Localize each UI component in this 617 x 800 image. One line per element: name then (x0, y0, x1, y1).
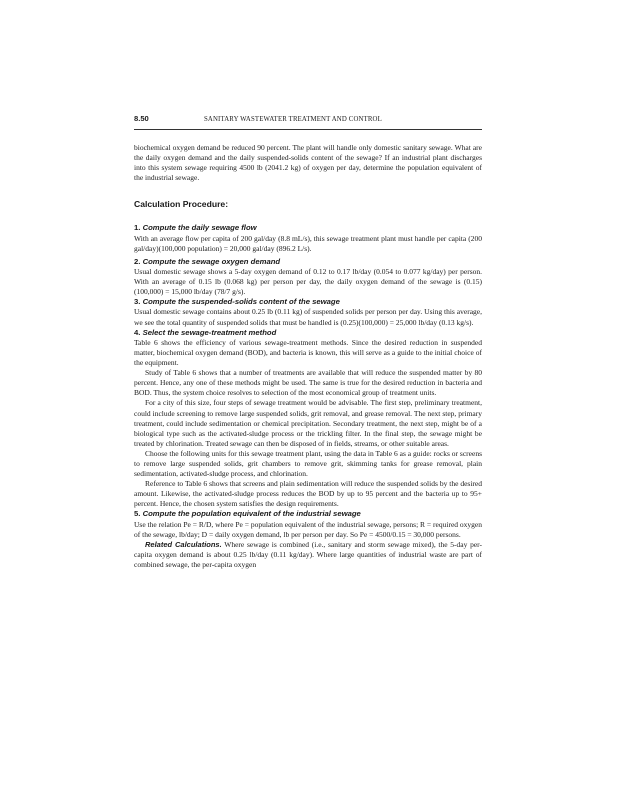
step-paragraph: Reference to Table 6 shows that screens and plain sedimentation will reduce the suspended solids by the desired amount. Likewise, the activated-sludge process reduces the BOD by up to 95 percent and the bacteria up to 95+ percent. Hence, the chosen system satisfies the design requirements. (134, 479, 482, 509)
step-paragraph: For a city of this size, four steps of sewage treatment would be advisable. The first step, preliminary treatment, could include screening to remove large suspended solids, grit removal, and grease removal. The next step, primary treatment, could include sedimentation or chemical precipitation. Secondary treatment, the next step, might be of a biological type such as the activated-sludge process or the trickling filter. In the final step, the sewage might be treated by chlorination. Treated sewage can then be disposed of in fields, streams, or other suitable areas. (134, 398, 482, 448)
step-heading (134, 257, 482, 267)
step-title: Compute the population equivalent of the industrial sewage (142, 509, 361, 519)
step-paragraph: Usual domestic sewage contains about 0.25 lb (0.11 kg) of suspended solids per person per day. Using this average, we see the total quantity of suspended solids that must be handled is (0.25)(100,000) = 25,000 lb/day (0.13 kg/s). (134, 307, 482, 327)
step-paragraph: Table 6 shows the efficiency of various sewage-treatment methods. Since the desired reduction in suspended matter, biochemical oxygen demand (BOD), and bacteria is known, this will serve as a guide to the initial choice of the equipment. (134, 337, 482, 368)
related-text: Where sewage is combined (i.e., sanitary and storm sewage mixed), the 5-day per-capita oxygen demand is about 0.25 lb/day (0.11 kg/day). Where large quantities of industrial waste are part of combined sewage, the per-capita oxygen (134, 539, 483, 570)
related-calculations (134, 540, 482, 570)
header-rule (134, 129, 482, 130)
step-number: 5. (134, 509, 141, 519)
step-heading (134, 328, 482, 338)
step-paragraph: Use the relation Pe = R/D, where Pe = population equivalent of the industrial sewage, persons; R = required oxygen of the sewage, lb/day; D = daily oxygen demand, lb per person per day. So Pe = 4500/0.15 = 30,000 persons. (134, 519, 482, 539)
step-heading (134, 297, 482, 307)
document-page (134, 114, 482, 570)
step-number: 3. (134, 297, 141, 307)
running-title: SANITARY WASTEWATER TREATMENT AND CONTROL (204, 116, 382, 123)
step-paragraph: Study of Table 6 shows that a number of treatments are available that will reduce the suspended matter by 80 percent. Hence, any one of these methods might be used. The same is true for the desired reduction in bacteria and BOD. Thus, the system choice resolves to selection of the most economical group of treatment units. (134, 368, 482, 398)
step-number: 1. (134, 223, 141, 233)
step-number: 2. (134, 256, 141, 266)
step-paragraph: Usual domestic sewage shows a 5-day oxygen demand of 0.12 to 0.17 lb/day (0.054 to 0.077 kg/day) per person. With an average of 0.15 lb (0.068 kg) per person per day, the daily oxygen demand of the sewage is (0.15)(100,000) = 15,000 lb/day (78/7 g/s). (134, 266, 482, 297)
step-paragraph: Choose the following units for this sewage treatment plant, using the data in Table 6 as a guide: rocks or screens to remove large suspended solids, grit chambers to remove grit, skimming tanks for grease removal, plain sedimentation, activated-sludge process, and chlorination. (134, 448, 482, 479)
step-title: Select the sewage-treatment method (142, 327, 277, 337)
intro-paragraph: biochemical oxygen demand be reduced 90 percent. The plant will handle only domestic sanitary sewage. What are the daily oxygen demand and the daily suspended-solids content of the sewage? If an industrial plant discharges into this system sewage requiring 4500 lb (2041.2 kg) of oxygen per day, determine the population equivalent of the industrial sewage. (134, 143, 482, 183)
related-lead: Related Calculations. (145, 539, 222, 549)
step-heading (134, 223, 482, 233)
running-header (134, 114, 482, 126)
step-title: Compute the sewage oxygen demand (142, 256, 281, 266)
step-title: Compute the suspended-solids content of the sewage (142, 297, 340, 307)
step-paragraph: With an average flow per capita of 200 gal/day (8.8 mL/s), this sewage treatment plant must handle per capita (200 gal/day)(100,000 population) = 20,000 gal/day (896.2 L/s). (134, 233, 482, 253)
step-heading (134, 509, 482, 519)
step-number: 4. (134, 327, 141, 337)
step-title: Compute the daily sewage flow (142, 223, 257, 233)
procedure-title: Calculation Procedure: (134, 199, 229, 210)
page-number: 8.50 (134, 114, 149, 123)
